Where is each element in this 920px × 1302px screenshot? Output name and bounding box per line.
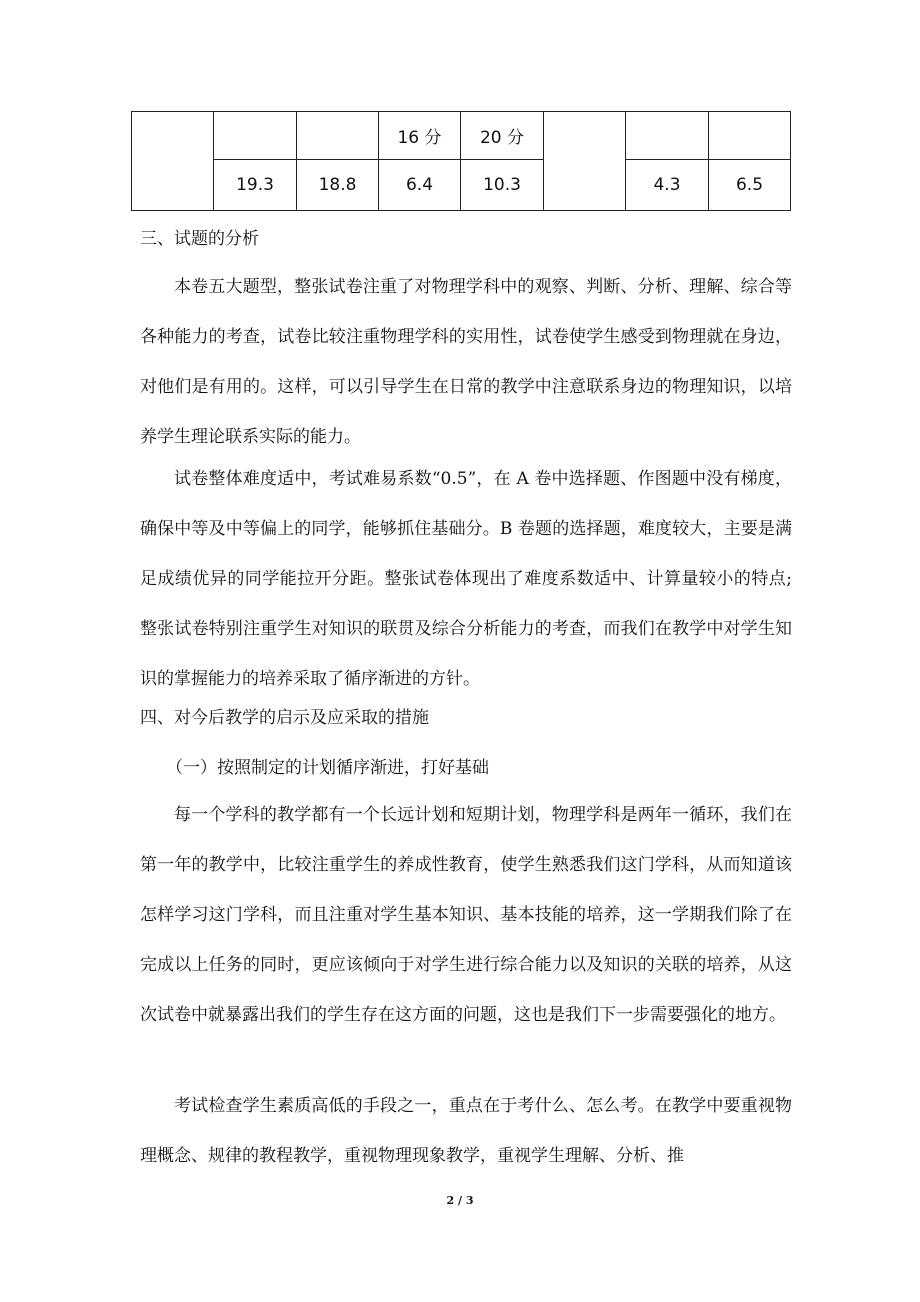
table-cell: 20 分 [461,112,544,160]
table-cell: 4.3 [626,160,709,211]
score-table [131,111,791,211]
paragraph: 每一个学科的教学都有一个长远计划和短期计划，物理学科是两年一循环，我们在第一年的教学中，比较注重学生的养成性教育，使学生熟悉我们这门学科，从而知道该怎样学习这门学科，而且注重对学生基本知识、基本技能的培养，这一学期我们除了在完成以上任务的同时，更应该倾向于对学生进行综合能力以及知识的关联的培养，从这次试卷中就暴露出我们的学生存在这方面的问题，这也是我们下一步需要强化的地方。 [140,805,792,1025]
table-cell [544,112,626,211]
subsection-heading: （一）按照制定的计划循序渐进，打好基础 [166,758,489,778]
section-heading: 三、试题的分析 [140,229,259,249]
table-row [132,112,791,160]
paragraph: 试卷整体难度适中，考试难易系数“0.5”，在 A 卷中选择题、作图题中没有梯度，确保中等及中等偏上的同学，能够抓住基础分。B 卷题的选择题，难度较大，主要是满足成绩优异的同学能拉开分距。整张试卷体现出了难度系数适中、计算量较小的特点; 整张试卷特别注重学生对知识的联贯及综合分析能力的考查，而我们在教学中对学生知识的掌握能力的培养采取了循序渐进的方针。 [140,469,792,689]
paragraph: 考试检查学生素质高低的手段之一，重点在于考什么、怎么考。在教学中要重视物理概念、规律的教程教学，重视物理现象教学，重视学生理解、分析、推 [140,1096,792,1166]
paragraph: 本卷五大题型，整张试卷注重了对物理学科中的观察、判断、分析、理解、综合等各种能力的考查，试卷比较注重物理学科的实用性，试卷使学生感受到物理就在身边，对他们是有用的。这样，可以引导学生在日常的教学中注意联系身边的物理知识，以培养学生理论联系实际的能力。 [140,277,792,447]
table-cell [297,112,379,160]
table-cell: 18.8 [297,160,379,211]
table-row [132,160,791,211]
table-cell: 10.3 [461,160,544,211]
section-heading: 四、对今后教学的启示及应采取的措施 [140,708,429,728]
table-cell: 19.3 [214,160,297,211]
table-cell: 16 分 [379,112,461,160]
table-cell [214,112,297,160]
table-cell: 6.5 [709,160,791,211]
table-cell: 6.4 [379,160,461,211]
table-cell [709,112,791,160]
page-number: 2 / 3 [446,1194,474,1207]
table-cell [132,112,214,211]
table-cell [626,112,709,160]
